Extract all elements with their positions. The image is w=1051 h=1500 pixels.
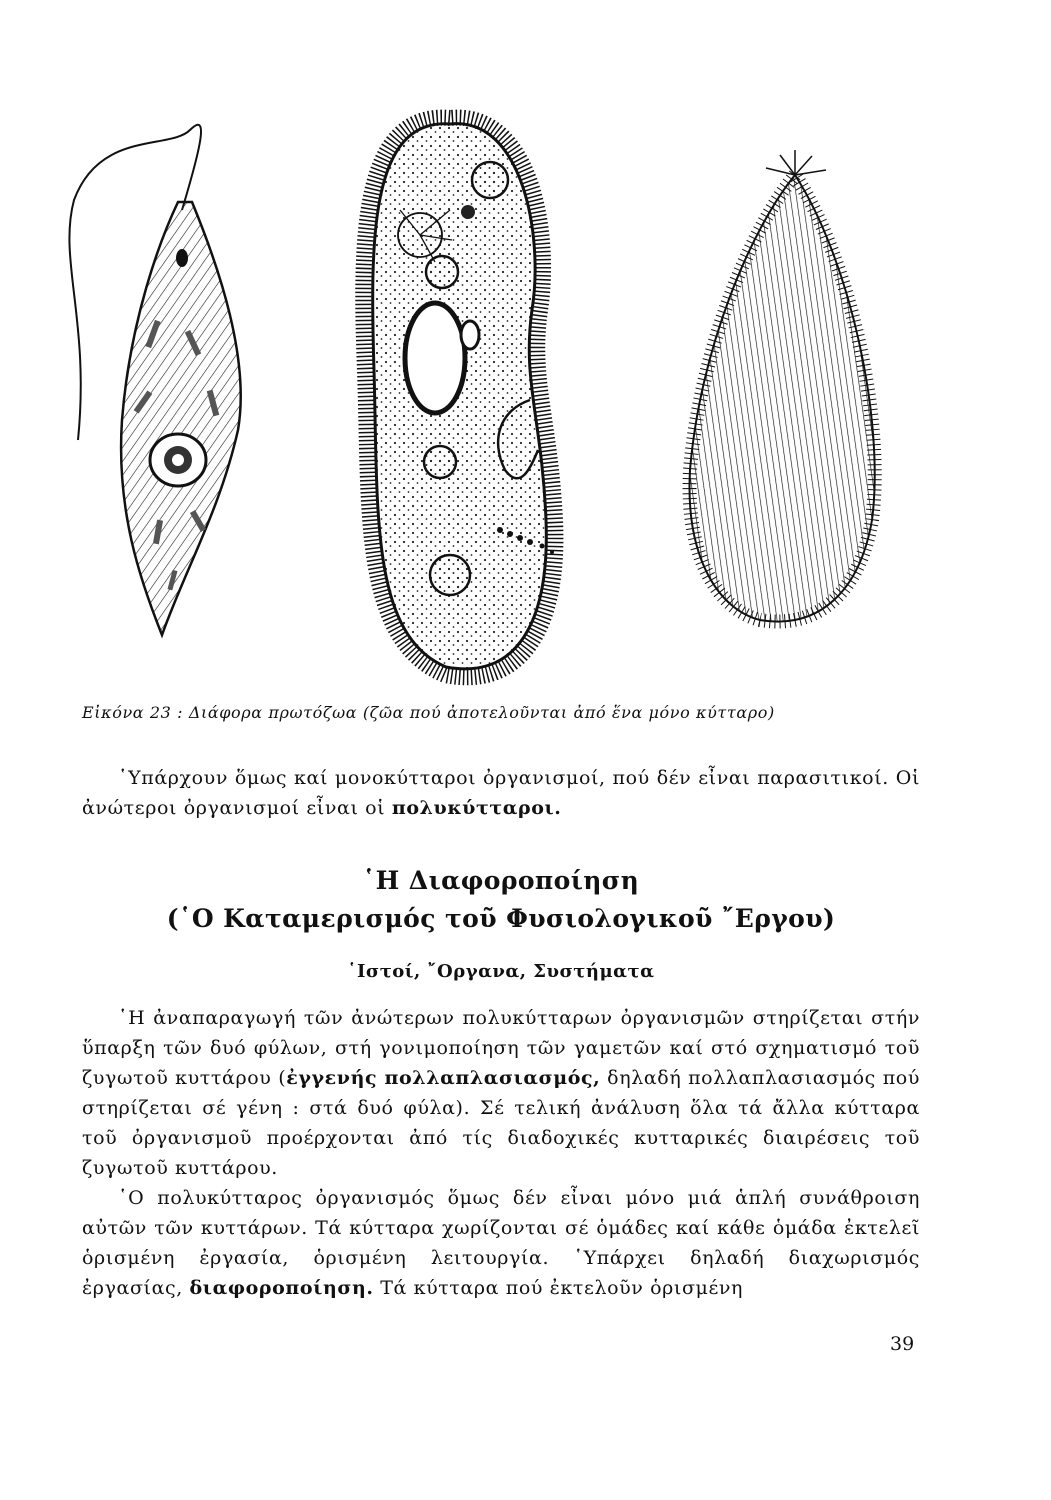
paramecium-drawing	[363, 118, 555, 678]
paragraph1-bold-term: ἐγγενής πολλαπλασιασμός,	[286, 1067, 601, 1089]
intro-text: ῾Υπάρχουν ὅμως καί μονοκύτταροι ὀργανισμοί, πού δέν εἶναι παρασιτικοί. Οἱ ἀνώτεροι ὀργανισμοί εἶναι οἱ	[82, 767, 920, 819]
section-title-line1: ῾Η Διαφοροποίηση	[362, 866, 640, 895]
figure-caption: Εἰκόνα 23 : Διάφορα πρωτόζωα (ζῶα πού ἀποτελοῦνται ἀπό ἕνα μόνο κύτταρο)	[82, 703, 775, 722]
protozoa-illustration	[60, 90, 995, 695]
paragraph1-text-b: δηλαδή πολλαπλασιασμός πού στηρίζεται σέ γένη : στά δυό φύλα). Σέ τελική ἀνάλυση ὅλα τά ἄλλα κύτταρα τοῦ ὀργανισμοῦ προέρχονται ἀπό τίς διαδοχικές κυτταρικές διαιρέσεις τοῦ ζυγωτοῦ κυττάρου.	[82, 1067, 920, 1179]
page-number: 39	[890, 1333, 915, 1355]
section-subtitle: ῾Ιστοί, ῎Οργανα, Συστήματα	[347, 961, 655, 982]
paragraph2-text-a: ῾Ο πολυκύτταρος ὀργανισμός ὅμως δέν εἶναι μόνο μιά ἁπλή συνάθροιση αὐτῶν τῶν κυττάρων. Τά κύτταρα χωρίζονται σέ ὁμάδες καί κάθε ὁμάδα ἐκτελεῖ ὁρισμένη ἐργασία, ὁρισμένη λειτουργία. ῾Υπάρχει δηλαδή διαχωρισμός ἐργασίας,	[82, 1187, 920, 1299]
paragraph1-text-a: ῾Η ἀναπαραγωγή τῶν ἀνώτερων πολυκύτταρων ὀργανισμῶν στηρίζεται στήν ὕπαρξη τῶν δυό φύλων, στή γονιμοποίηση τῶν γαμετῶν καί στό σχηματισμό τοῦ ζυγωτοῦ κυττάρου (	[82, 1007, 920, 1089]
intro-bold-term: πολυκύτταροι.	[391, 797, 562, 819]
paragraph-reproduction	[82, 1003, 920, 1183]
paragraph-differentiation	[82, 1183, 920, 1303]
paragraph2-bold-term: διαφοροποίηση.	[189, 1277, 374, 1299]
paragraph2-text-b: Τά κύτταρα πού ἐκτελοῦν ὁρισμένη	[373, 1277, 744, 1299]
intro-paragraph	[82, 763, 920, 823]
ciliate-drawing	[690, 150, 875, 622]
euglena-drawing	[69, 125, 240, 635]
section-title-line2: (῾Ο Καταμερισμός τοῦ Φυσιολογικοῦ ῎Εργου)	[166, 904, 836, 933]
